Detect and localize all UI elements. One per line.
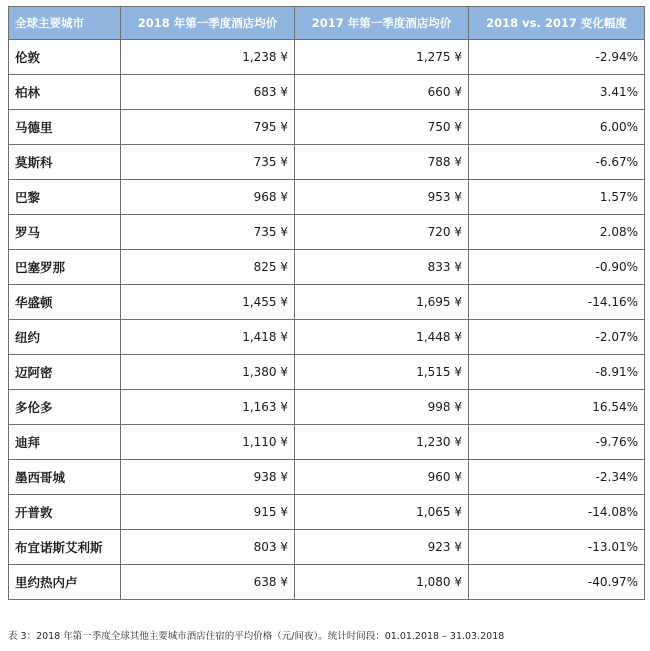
hotel-price-table xyxy=(8,6,645,600)
change-cell: -40.97% xyxy=(469,565,645,600)
change-cell: 2.08% xyxy=(469,215,645,250)
header-price-2017: 2017 年第一季度酒店均价 xyxy=(295,7,469,40)
table-row xyxy=(9,180,645,215)
city-cell: 马德里 xyxy=(9,110,121,145)
table-row xyxy=(9,110,645,145)
header-price-2018: 2018 年第一季度酒店均价 xyxy=(121,7,295,40)
price-2017-cell: 998 ¥ xyxy=(295,390,469,425)
header-change: 2018 vs. 2017 变化幅度 xyxy=(469,7,645,40)
price-2018-cell: 803 ¥ xyxy=(121,530,295,565)
price-2017-cell: 960 ¥ xyxy=(295,460,469,495)
city-cell: 巴塞罗那 xyxy=(9,250,121,285)
price-2018-cell: 1,110 ¥ xyxy=(121,425,295,460)
change-cell: -14.16% xyxy=(469,285,645,320)
city-cell: 柏林 xyxy=(9,75,121,110)
city-cell: 纽约 xyxy=(9,320,121,355)
price-2017-cell: 788 ¥ xyxy=(295,145,469,180)
price-2018-cell: 1,380 ¥ xyxy=(121,355,295,390)
change-cell: 3.41% xyxy=(469,75,645,110)
price-2018-cell: 1,163 ¥ xyxy=(121,390,295,425)
price-2018-cell: 795 ¥ xyxy=(121,110,295,145)
table-caption: 表 3：2018 年第一季度全球其他主要城市酒店住宿的平均价格（元/间夜）。统计时间段：01.01.2018 – 31.03.2018 xyxy=(8,631,505,642)
city-cell: 迪拜 xyxy=(9,425,121,460)
price-2017-cell: 1,515 ¥ xyxy=(295,355,469,390)
price-2017-cell: 660 ¥ xyxy=(295,75,469,110)
price-2017-cell: 1,448 ¥ xyxy=(295,320,469,355)
table-row xyxy=(9,565,645,600)
change-cell: -13.01% xyxy=(469,530,645,565)
table-row xyxy=(9,215,645,250)
city-cell: 多伦多 xyxy=(9,390,121,425)
table-row xyxy=(9,40,645,75)
change-cell: 16.54% xyxy=(469,390,645,425)
city-cell: 墨西哥城 xyxy=(9,460,121,495)
change-cell: -2.94% xyxy=(469,40,645,75)
price-2018-cell: 735 ¥ xyxy=(121,215,295,250)
city-cell: 伦敦 xyxy=(9,40,121,75)
price-2017-cell: 750 ¥ xyxy=(295,110,469,145)
price-2018-cell: 968 ¥ xyxy=(121,180,295,215)
price-2018-cell: 1,238 ¥ xyxy=(121,40,295,75)
table-row xyxy=(9,145,645,180)
city-cell: 里约热内卢 xyxy=(9,565,121,600)
table-row xyxy=(9,320,645,355)
city-cell: 布宜诺斯艾利斯 xyxy=(9,530,121,565)
price-2018-cell: 938 ¥ xyxy=(121,460,295,495)
city-cell: 开普敦 xyxy=(9,495,121,530)
city-cell: 莫斯科 xyxy=(9,145,121,180)
price-2018-cell: 1,418 ¥ xyxy=(121,320,295,355)
price-2018-cell: 1,455 ¥ xyxy=(121,285,295,320)
table-row xyxy=(9,285,645,320)
change-cell: -8.91% xyxy=(469,355,645,390)
change-cell: -2.34% xyxy=(469,460,645,495)
table-row xyxy=(9,250,645,285)
change-cell: -2.07% xyxy=(469,320,645,355)
price-2017-cell: 1,080 ¥ xyxy=(295,565,469,600)
price-2018-cell: 735 ¥ xyxy=(121,145,295,180)
price-table-container xyxy=(8,6,644,600)
price-2017-cell: 833 ¥ xyxy=(295,250,469,285)
price-2017-cell: 1,695 ¥ xyxy=(295,285,469,320)
change-cell: -0.90% xyxy=(469,250,645,285)
price-2018-cell: 915 ¥ xyxy=(121,495,295,530)
city-cell: 迈阿密 xyxy=(9,355,121,390)
price-2017-cell: 953 ¥ xyxy=(295,180,469,215)
price-2017-cell: 1,275 ¥ xyxy=(295,40,469,75)
table-row xyxy=(9,355,645,390)
price-2017-cell: 720 ¥ xyxy=(295,215,469,250)
table-row xyxy=(9,460,645,495)
price-2017-cell: 1,230 ¥ xyxy=(295,425,469,460)
city-cell: 华盛顿 xyxy=(9,285,121,320)
table-row xyxy=(9,390,645,425)
table-row xyxy=(9,425,645,460)
change-cell: 6.00% xyxy=(469,110,645,145)
table-row xyxy=(9,75,645,110)
price-2018-cell: 825 ¥ xyxy=(121,250,295,285)
change-cell: -14.08% xyxy=(469,495,645,530)
table-row xyxy=(9,530,645,565)
table-row xyxy=(9,495,645,530)
change-cell: 1.57% xyxy=(469,180,645,215)
header-city: 全球主要城市 xyxy=(9,7,121,40)
price-2017-cell: 1,065 ¥ xyxy=(295,495,469,530)
change-cell: -9.76% xyxy=(469,425,645,460)
table-body xyxy=(9,40,645,600)
city-cell: 巴黎 xyxy=(9,180,121,215)
change-cell: -6.67% xyxy=(469,145,645,180)
city-cell: 罗马 xyxy=(9,215,121,250)
price-2018-cell: 638 ¥ xyxy=(121,565,295,600)
price-2018-cell: 683 ¥ xyxy=(121,75,295,110)
price-2017-cell: 923 ¥ xyxy=(295,530,469,565)
table-header-row xyxy=(9,7,645,40)
